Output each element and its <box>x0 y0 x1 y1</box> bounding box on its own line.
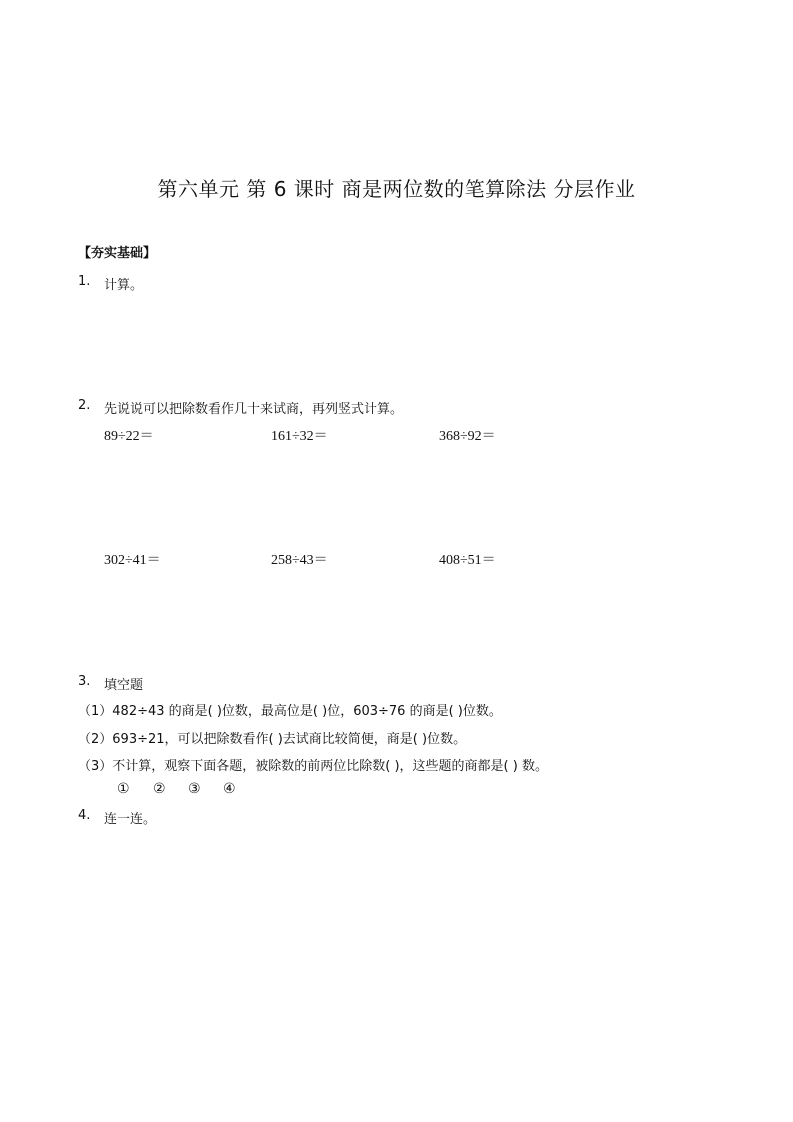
q3-text: 填空题 <box>104 678 144 693</box>
q3-number: 3. <box>78 674 91 689</box>
expression-item: 368÷92＝ <box>439 429 496 444</box>
expression-item: 408÷51＝ <box>439 553 496 568</box>
q3-fill-line-1: （1）482÷43 的商是( )位数，最高位是( )位，603÷76 的商是( )位数。 <box>78 704 502 719</box>
expression-item: 302÷41＝ <box>104 553 161 568</box>
q3-fill-line-3: （3）不计算，观察下面各题，被除数的前两位比除数( )，这些题的商都是( ) 数。 <box>78 759 548 774</box>
marker-1: ① <box>117 781 130 797</box>
q1-text: 计算。 <box>104 278 144 293</box>
section-header: 【夯实基础】 <box>78 246 157 261</box>
expression-item: 89÷22＝ <box>104 429 154 444</box>
q1-number: 1. <box>78 274 91 289</box>
expression-item: 258÷43＝ <box>271 553 328 568</box>
marker-3: ③ <box>188 781 201 797</box>
marker-2: ② <box>153 781 166 797</box>
q4-text: 连一连。 <box>104 812 157 827</box>
expression-item: 161÷32＝ <box>271 429 328 444</box>
q2-number: 2. <box>78 398 91 413</box>
q4-number: 4. <box>78 808 91 823</box>
page-title: 第六单元 第 6 课时 商是两位数的笔算除法 分层作业 <box>157 177 636 201</box>
marker-4: ④ <box>223 781 236 797</box>
q2-text: 先说说可以把除数看作几十来试商，再列竖式计算。 <box>104 402 404 417</box>
q3-fill-line-2: （2）693÷21，可以把除数看作( )去试商比较简便，商是( )位数。 <box>78 732 467 747</box>
